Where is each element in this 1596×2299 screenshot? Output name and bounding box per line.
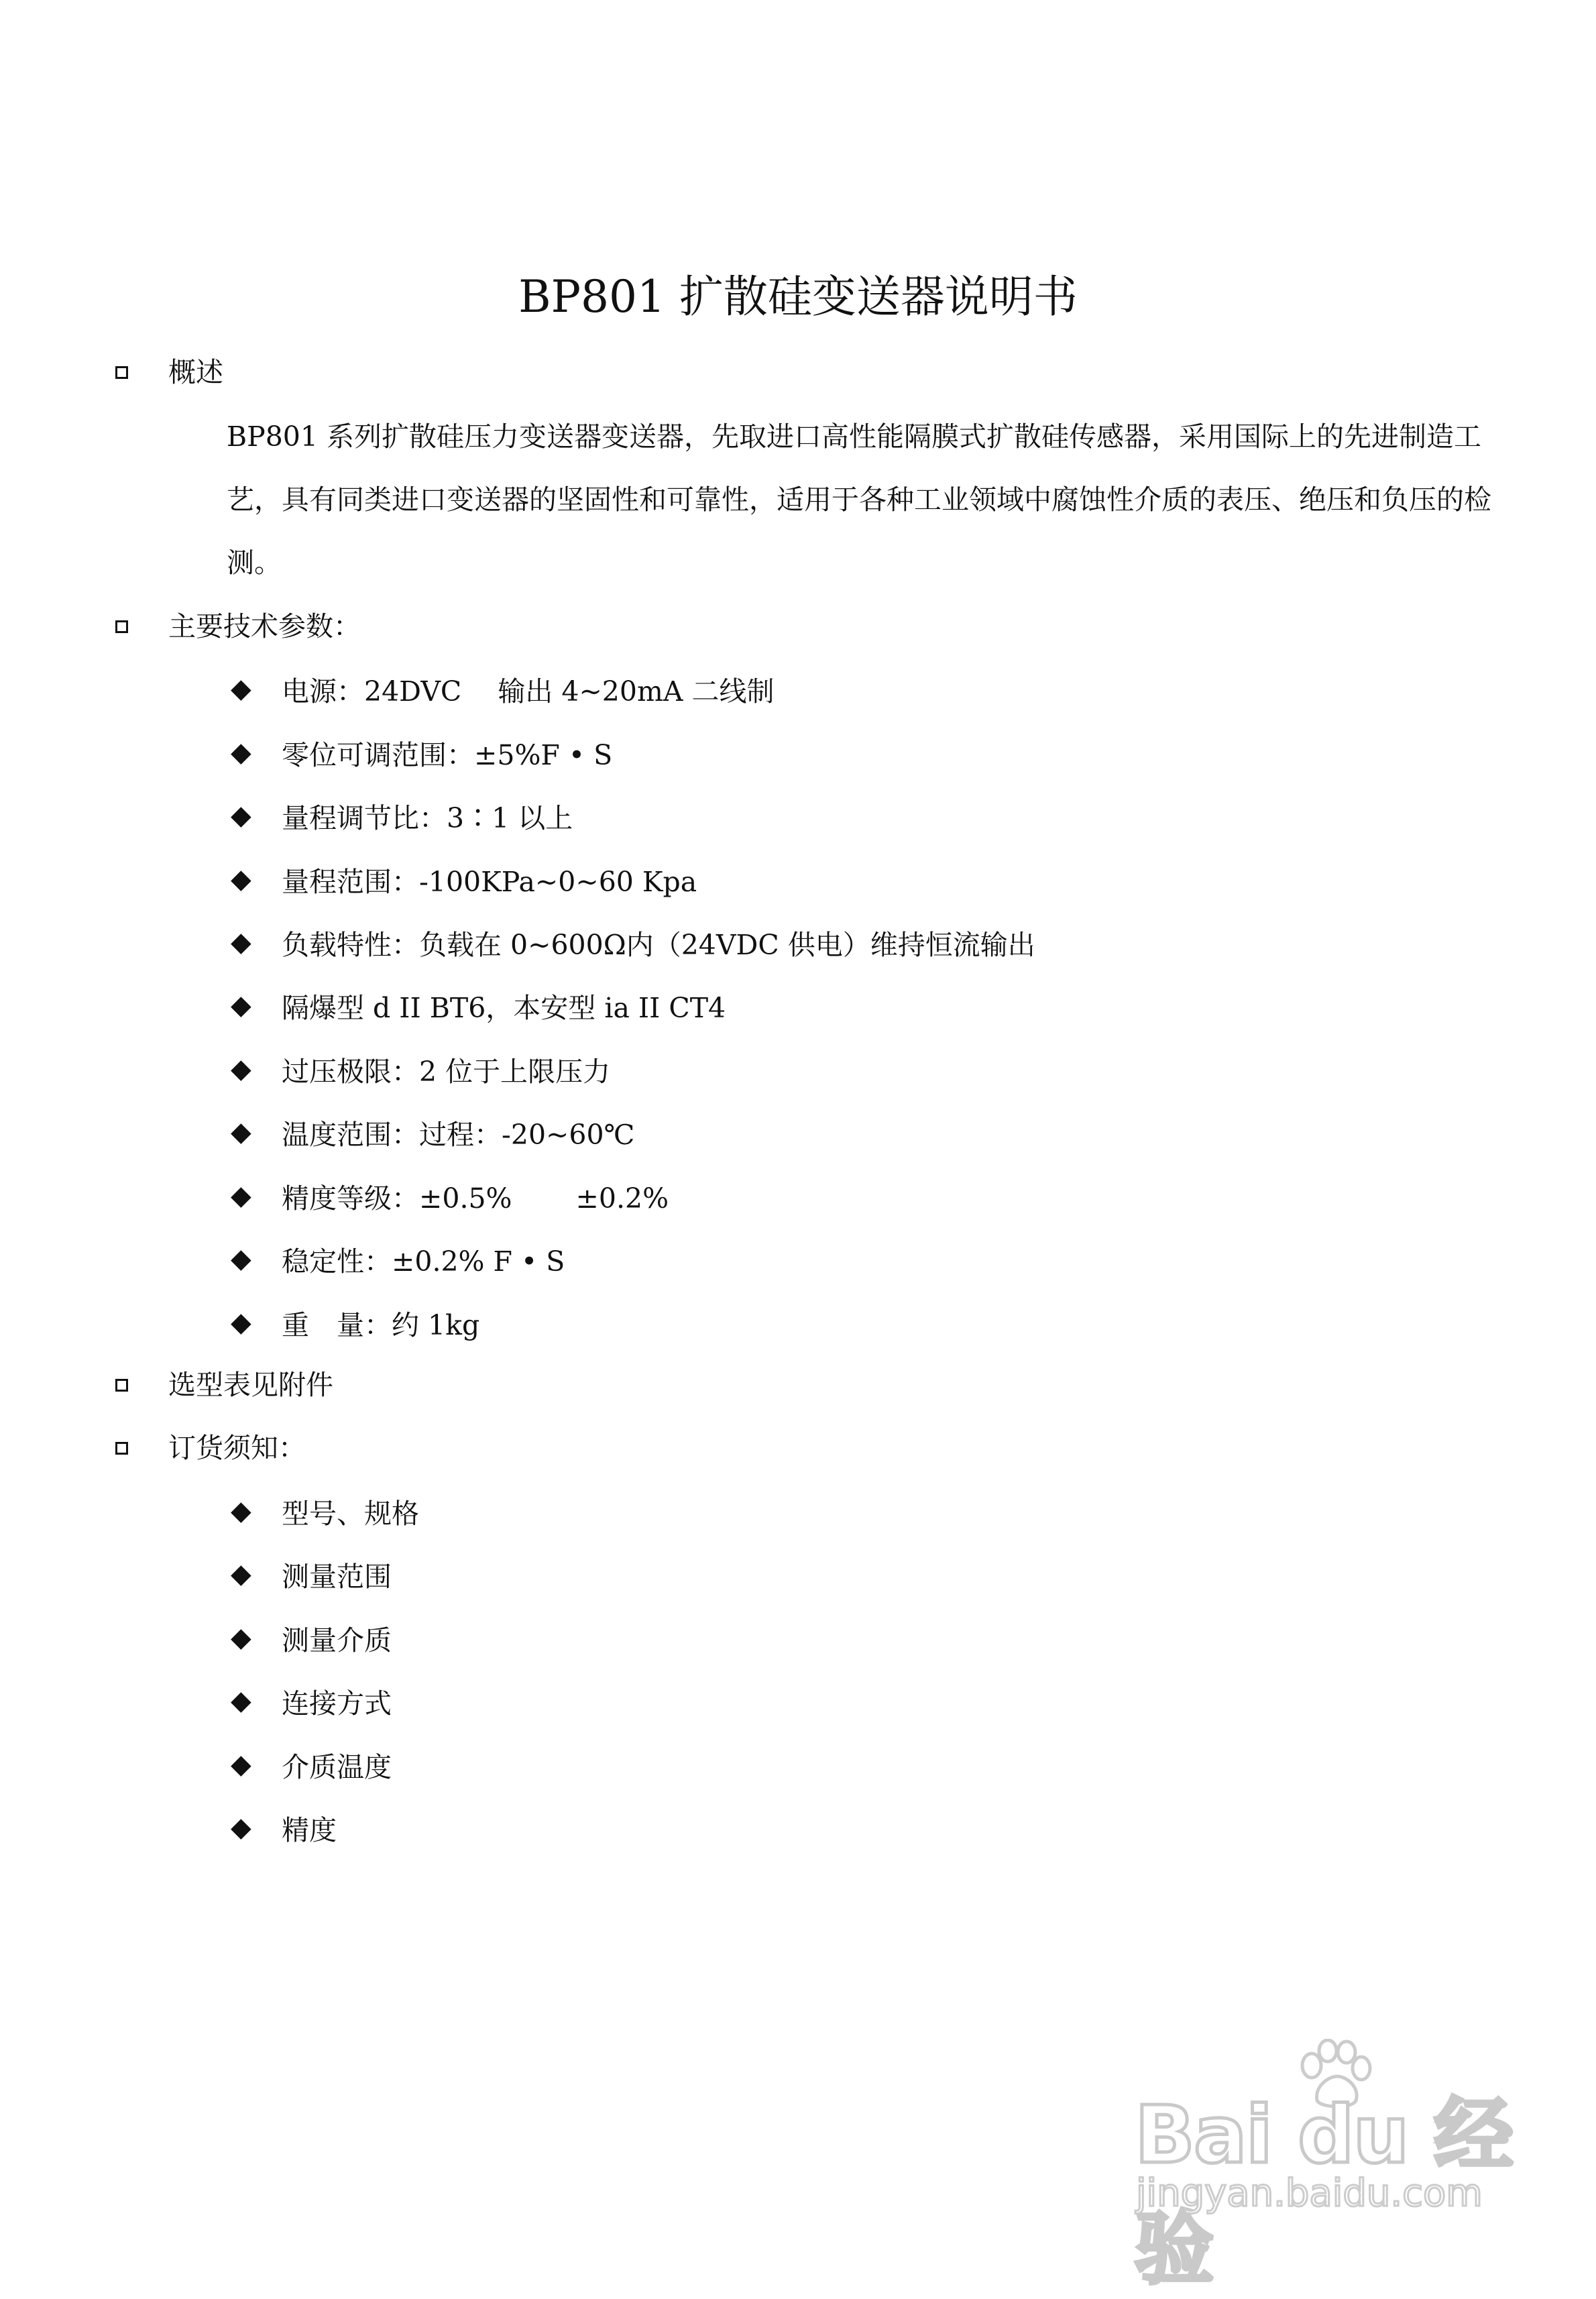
order-text: 精度 (282, 1813, 337, 1846)
spec-item (231, 1235, 565, 1282)
diamond-bullet-icon: ◆ (231, 927, 251, 958)
section-order (115, 1424, 306, 1471)
order-text: 型号、规格 (282, 1497, 419, 1530)
diamond-bullet-icon: ◆ (231, 1559, 251, 1589)
order-text: 连接方式 (282, 1687, 392, 1720)
diamond-bullet-icon: ◆ (231, 1812, 251, 1843)
spec-text: 量程范围：-100KPa~0~60 Kpa (282, 865, 697, 898)
checkbox-icon (115, 1442, 128, 1455)
spec-text: 过压极限：2 位于上限压力 (282, 1055, 611, 1088)
section-label: 主要技术参数： (168, 610, 361, 642)
diamond-bullet-icon: ◆ (231, 800, 251, 831)
section-label: 选型表见附件 (168, 1369, 333, 1401)
spec-text: 温度范围：过程：-20~60℃ (282, 1118, 635, 1151)
checkbox-icon (115, 620, 128, 633)
diamond-bullet-icon: ◆ (231, 1180, 251, 1211)
section-label: 概述 (168, 356, 223, 388)
checkbox-icon (115, 366, 128, 379)
diamond-bullet-icon: ◆ (231, 1243, 251, 1274)
baidu-watermark (1120, 2039, 1522, 2295)
diamond-bullet-icon: ◆ (231, 673, 251, 704)
order-item (231, 1551, 392, 1597)
diamond-bullet-icon: ◆ (231, 990, 251, 1021)
order-text: 测量范围 (282, 1560, 392, 1593)
spec-item (231, 792, 573, 839)
diamond-bullet-icon: ◆ (231, 1496, 251, 1526)
spec-text: 电源：24DVC 输出 4~20mA 二线制 (282, 675, 775, 708)
diamond-bullet-icon: ◆ (231, 864, 251, 895)
spec-item (231, 919, 1035, 966)
diamond-bullet-icon: ◆ (231, 1685, 251, 1716)
watermark-url: jingyan.baidu.com (1136, 2172, 1483, 2215)
spec-item (231, 729, 612, 776)
diamond-bullet-icon: ◆ (231, 1117, 251, 1147)
order-item (231, 1741, 392, 1788)
section-overview (115, 349, 223, 396)
spec-text: 精度等级：±0.5% ±0.2% (282, 1182, 669, 1215)
spec-item (231, 1046, 610, 1092)
spec-text: 隔爆型 d II BT6，本安型 ia II CT4 (282, 991, 726, 1024)
spec-text: 稳定性：±0.2% F • S (282, 1245, 565, 1278)
spec-text: 量程调节比：3∶1 以上 (282, 801, 573, 834)
spec-text: 重 量：约 1kg (282, 1308, 480, 1341)
order-item (231, 1804, 337, 1851)
diamond-bullet-icon: ◆ (231, 1622, 251, 1653)
order-text: 介质温度 (282, 1750, 392, 1783)
checkbox-icon (115, 1379, 128, 1392)
spec-text: 零位可调范围：±5%F • S (282, 738, 613, 771)
order-item (231, 1488, 419, 1534)
diamond-bullet-icon: ◆ (231, 737, 251, 768)
diamond-bullet-icon: ◆ (231, 1749, 251, 1780)
spec-item (231, 1109, 634, 1156)
watermark-brand: Bai du 经验 (1135, 2088, 1512, 2295)
spec-item (231, 665, 775, 712)
section-label: 订货须知： (168, 1432, 306, 1464)
spec-item (231, 1172, 669, 1219)
section-selection (115, 1361, 333, 1408)
order-item (231, 1614, 392, 1661)
section-specs (115, 603, 361, 650)
spec-item (231, 1299, 479, 1346)
overview-paragraph: BP801 系列扩散硅压力变送器变送器，先取进口高性能隔膜式扩散硅传感器，采用国际上的先进制造工艺，具有同类进口变送器的坚固性和可靠性，适用于各种工业领域中腐蚀性介质的表压、绝压和负压的检测。 (227, 420, 1491, 579)
order-item (231, 1677, 392, 1724)
spec-item (231, 982, 726, 1029)
order-text: 测量介质 (282, 1624, 392, 1657)
diamond-bullet-icon: ◆ (231, 1054, 251, 1084)
spec-item (231, 856, 697, 903)
spec-text: 负载特性：负载在 0~600Ω内（24VDC 供电）维持恒流输出 (282, 928, 1035, 961)
diamond-bullet-icon: ◆ (231, 1307, 251, 1338)
document-title: BP801 扩散硅变送器说明书 (518, 271, 1078, 323)
